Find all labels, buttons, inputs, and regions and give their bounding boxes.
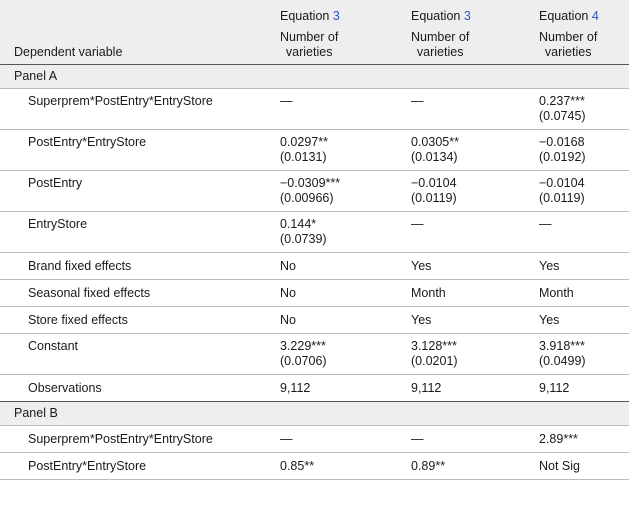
cell: Yes <box>539 253 629 280</box>
row-label: Seasonal fixed effects <box>0 280 280 307</box>
header-equation-row <box>0 0 629 24</box>
row-label: Observations <box>0 375 280 402</box>
row-label: Store fixed effects <box>0 307 280 334</box>
cell: No <box>280 307 411 334</box>
cell: No <box>280 280 411 307</box>
table-row <box>0 130 629 171</box>
header-equation-1: Equation 3 <box>280 0 411 24</box>
panel-b-header <box>0 402 629 426</box>
equation-ref-link[interactable]: 4 <box>591 9 599 23</box>
table-row <box>0 89 629 130</box>
cell: No <box>280 253 411 280</box>
table-row <box>0 212 629 253</box>
header-dv-1: Number of varieties <box>280 24 411 65</box>
panel-a-header <box>0 65 629 89</box>
cell: 2.89*** <box>539 426 629 453</box>
cell: Month <box>539 280 629 307</box>
equation-ref-link[interactable]: 3 <box>332 9 340 23</box>
cell: 0.237*** (0.0745) <box>539 89 629 130</box>
dependent-variable-label: Dependent variable <box>0 24 280 65</box>
cell: Month <box>411 280 539 307</box>
cell: 9,112 <box>539 375 629 402</box>
cell: 0.0305** (0.0134) <box>411 130 539 171</box>
cell: Not Sig <box>539 453 629 480</box>
cell: −0.0104 (0.0119) <box>539 171 629 212</box>
table-row <box>0 253 629 280</box>
header-dependent-row <box>0 24 629 65</box>
table-row <box>0 334 629 375</box>
cell: Yes <box>539 307 629 334</box>
cell: 0.89** <box>411 453 539 480</box>
cell: 9,112 <box>280 375 411 402</box>
header-equation-2: Equation 3 <box>411 0 539 24</box>
cell: 9,112 <box>411 375 539 402</box>
row-label: PostEntry*EntryStore <box>0 130 280 171</box>
header-equation-3: Equation 4 <box>539 0 629 24</box>
table-row <box>0 375 629 402</box>
panel-b-title: Panel B <box>0 402 629 426</box>
panel-a-title: Panel A <box>0 65 629 89</box>
cell: — <box>280 89 411 130</box>
equation-ref-link[interactable]: 3 <box>463 9 471 23</box>
row-label: Superprem*PostEntry*EntryStore <box>0 89 280 130</box>
table-row <box>0 307 629 334</box>
cell: Yes <box>411 253 539 280</box>
header-dv-2: Number of varieties <box>411 24 539 65</box>
row-label: Superprem*PostEntry*EntryStore <box>0 426 280 453</box>
header-blank-cell <box>0 0 280 24</box>
row-label: PostEntry*EntryStore <box>0 453 280 480</box>
cell: 0.144* (0.0739) <box>280 212 411 253</box>
row-label: EntryStore <box>0 212 280 253</box>
table-row <box>0 280 629 307</box>
table-row <box>0 453 629 480</box>
row-label: PostEntry <box>0 171 280 212</box>
table-row <box>0 171 629 212</box>
cell: −0.0168 (0.0192) <box>539 130 629 171</box>
cell: 3.128*** (0.0201) <box>411 334 539 375</box>
row-label: Brand fixed effects <box>0 253 280 280</box>
cell: 0.0297** (0.0131) <box>280 130 411 171</box>
cell: — <box>411 426 539 453</box>
cell: 3.229*** (0.0706) <box>280 334 411 375</box>
cell: — <box>411 89 539 130</box>
cell: — <box>411 212 539 253</box>
table-row <box>0 426 629 453</box>
row-label: Constant <box>0 334 280 375</box>
cell: Yes <box>411 307 539 334</box>
cell: — <box>539 212 629 253</box>
header-dv-3: Number of varieties <box>539 24 629 65</box>
cell: — <box>280 426 411 453</box>
cell: −0.0309*** (0.00966) <box>280 171 411 212</box>
cell: −0.0104 (0.0119) <box>411 171 539 212</box>
cell: 0.85** <box>280 453 411 480</box>
cell: 3.918*** (0.0499) <box>539 334 629 375</box>
